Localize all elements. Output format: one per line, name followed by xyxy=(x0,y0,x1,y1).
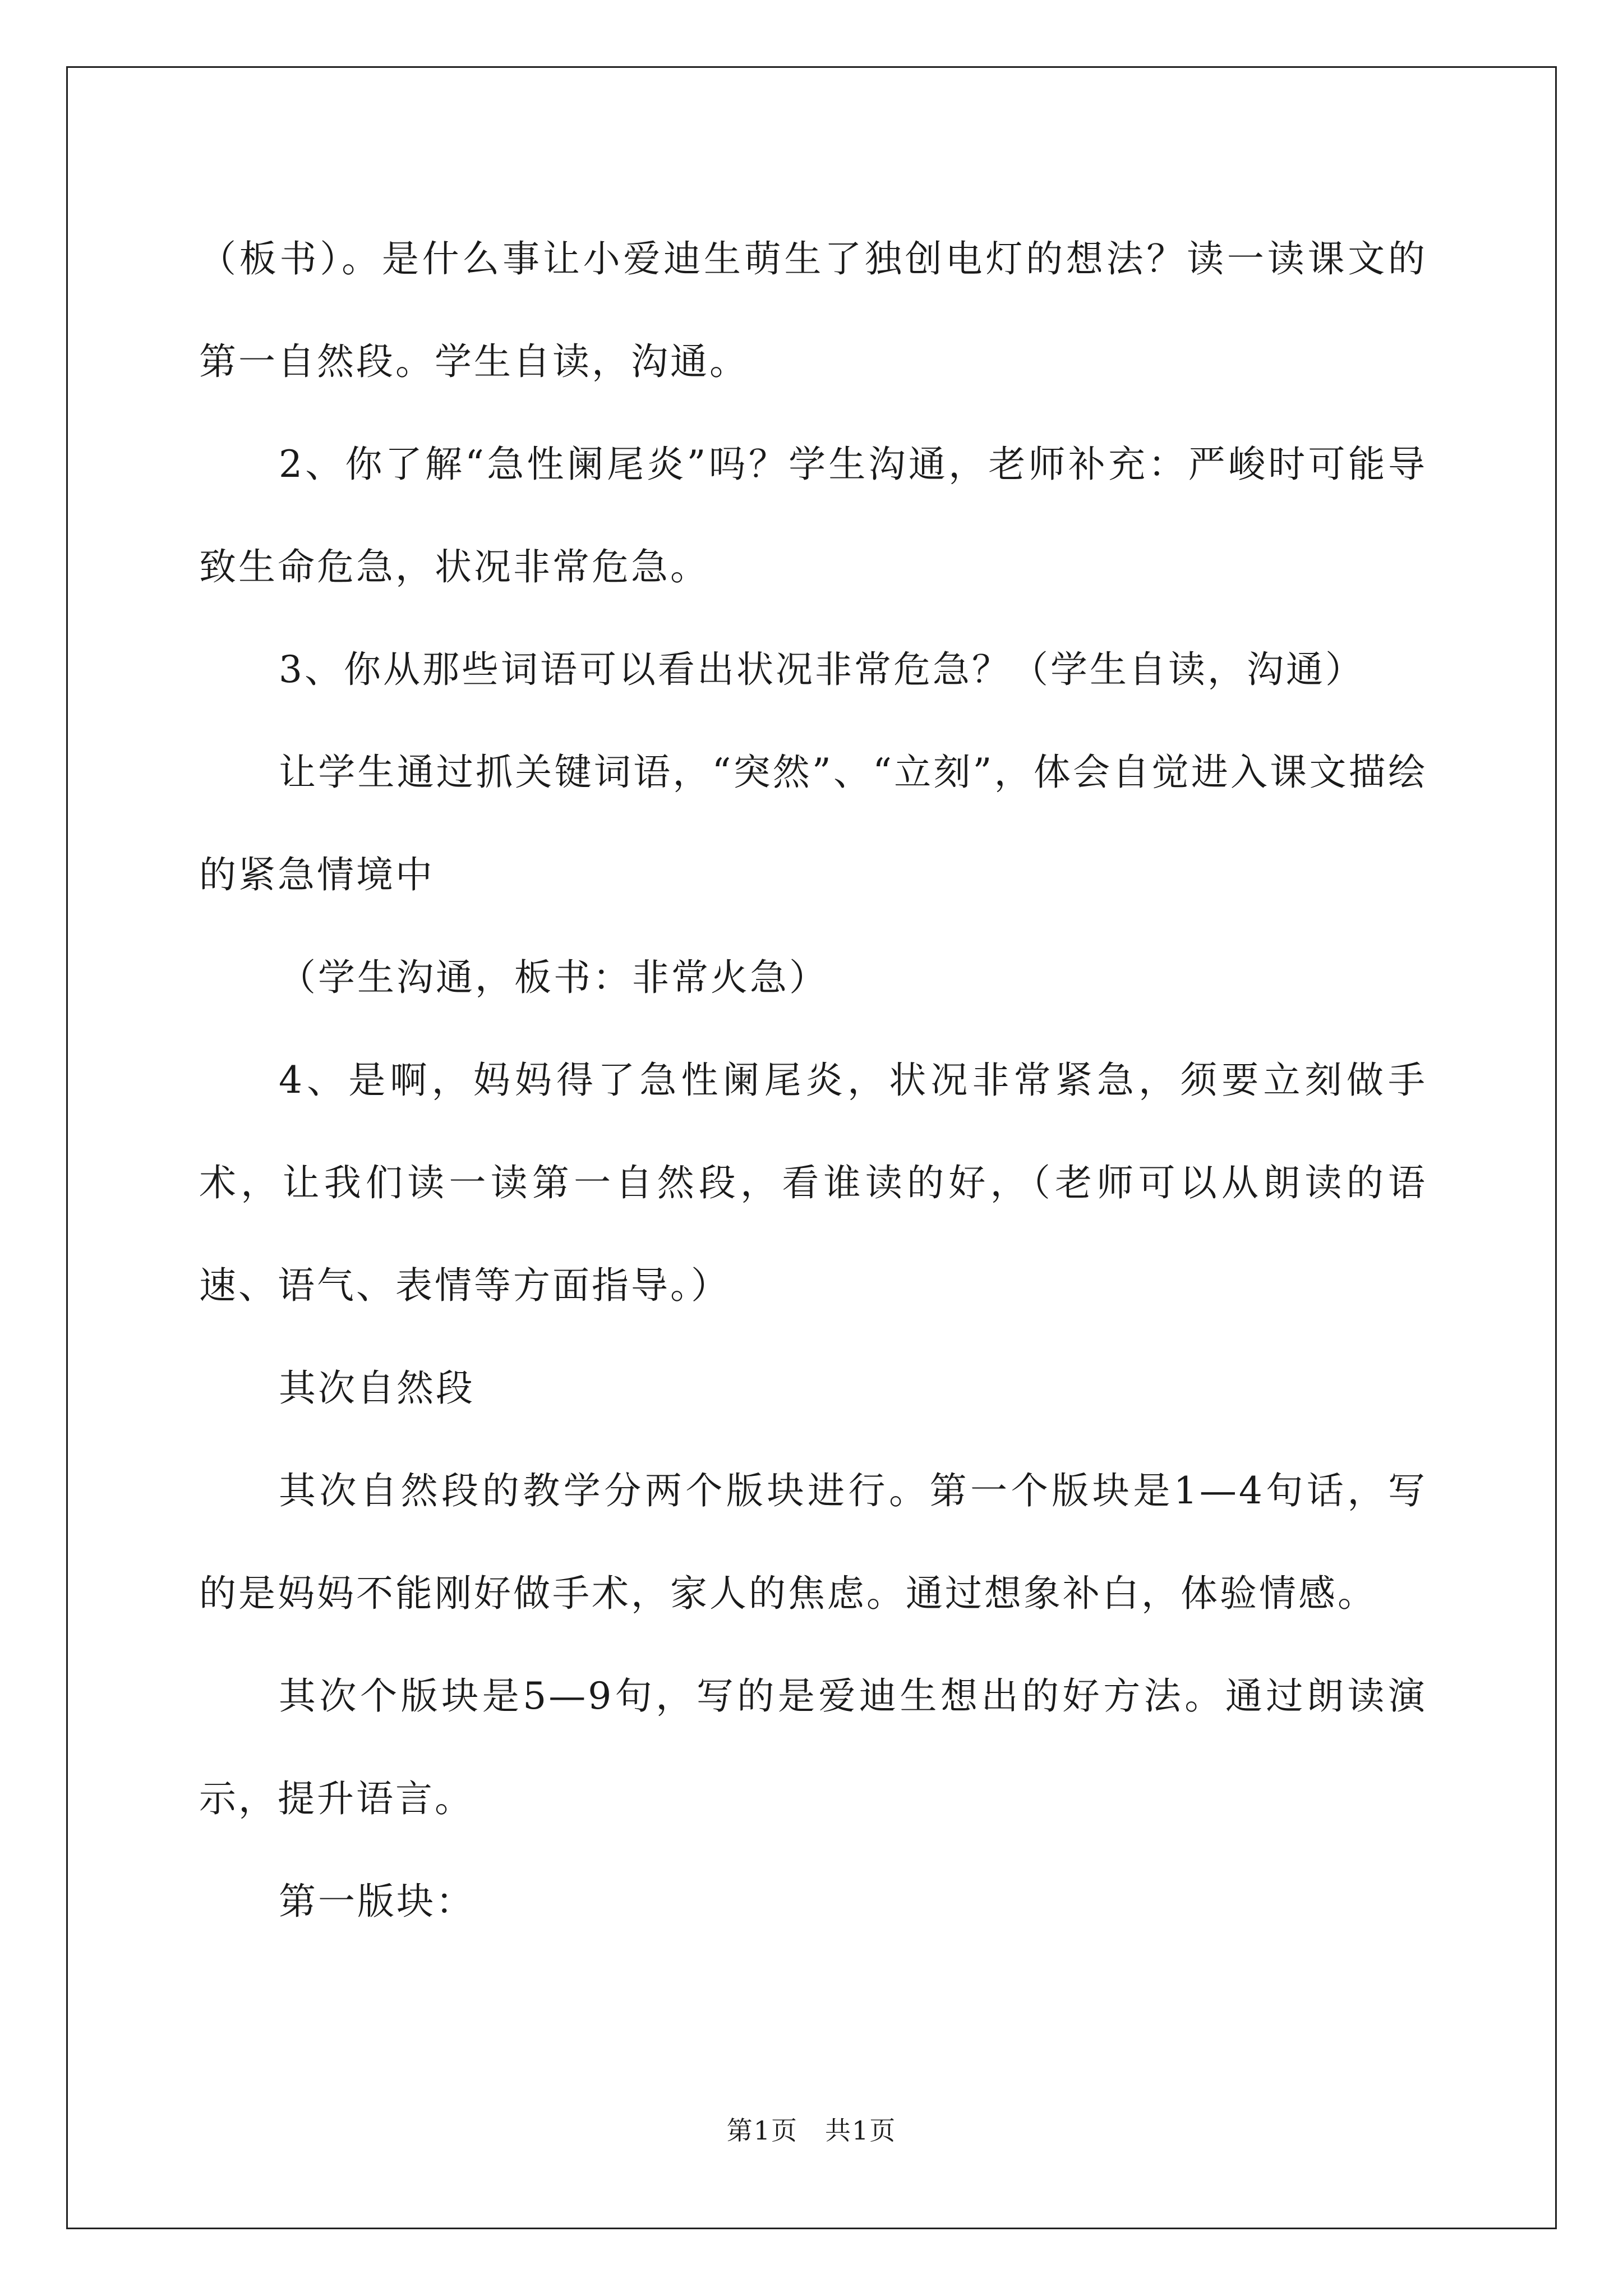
page-footer xyxy=(0,2114,1623,2147)
paragraph-5: （学生沟通，板书：非常火急） xyxy=(279,956,828,999)
paragraph-8: 其次自然段的教学分两个版块进行。第一个版块是1—4句话，写的是妈妈不能刚好做手术，家人的焦虑。通过想象补白，体验情感。 xyxy=(199,1469,1427,1615)
paragraph-2: 2、你了解“急性阑尾炎”吗？学生沟通，老师补充：严峻时可能导致生命危急，状况非常危急。 xyxy=(199,443,1427,588)
document-body xyxy=(199,208,1427,1953)
page-number: 第1页 共1页 xyxy=(726,2115,897,2146)
paragraph-1: （板书）。是什么事让小爱迪生萌生了独创电灯的想法？读一读课文的第一自然段。学生自读，沟通。 xyxy=(199,237,1427,383)
paragraph-3: 3、你从那些词语可以看出状况非常危急？（学生自读，沟通） xyxy=(279,648,1364,691)
paragraph-6: 4、是啊，妈妈得了急性阑尾炎，状况非常紧急，须要立刻做手术，让我们读一读第一自然段，看谁读的好，（老师可以从朗读的语速、语气、表情等方面指导。） xyxy=(199,1059,1427,1307)
paragraph-9: 其次个版块是5—9句，写的是爱迪生想出的好方法。通过朗读演示，提升语言。 xyxy=(199,1674,1427,1820)
paragraph-4: 让学生通过抓关键词语，“突然”、“立刻”，体会自觉进入课文描绘的紧急情境中 xyxy=(199,751,1427,896)
paragraph-10: 第一版块： xyxy=(279,1880,475,1923)
paragraph-7: 其次自然段 xyxy=(279,1366,475,1410)
